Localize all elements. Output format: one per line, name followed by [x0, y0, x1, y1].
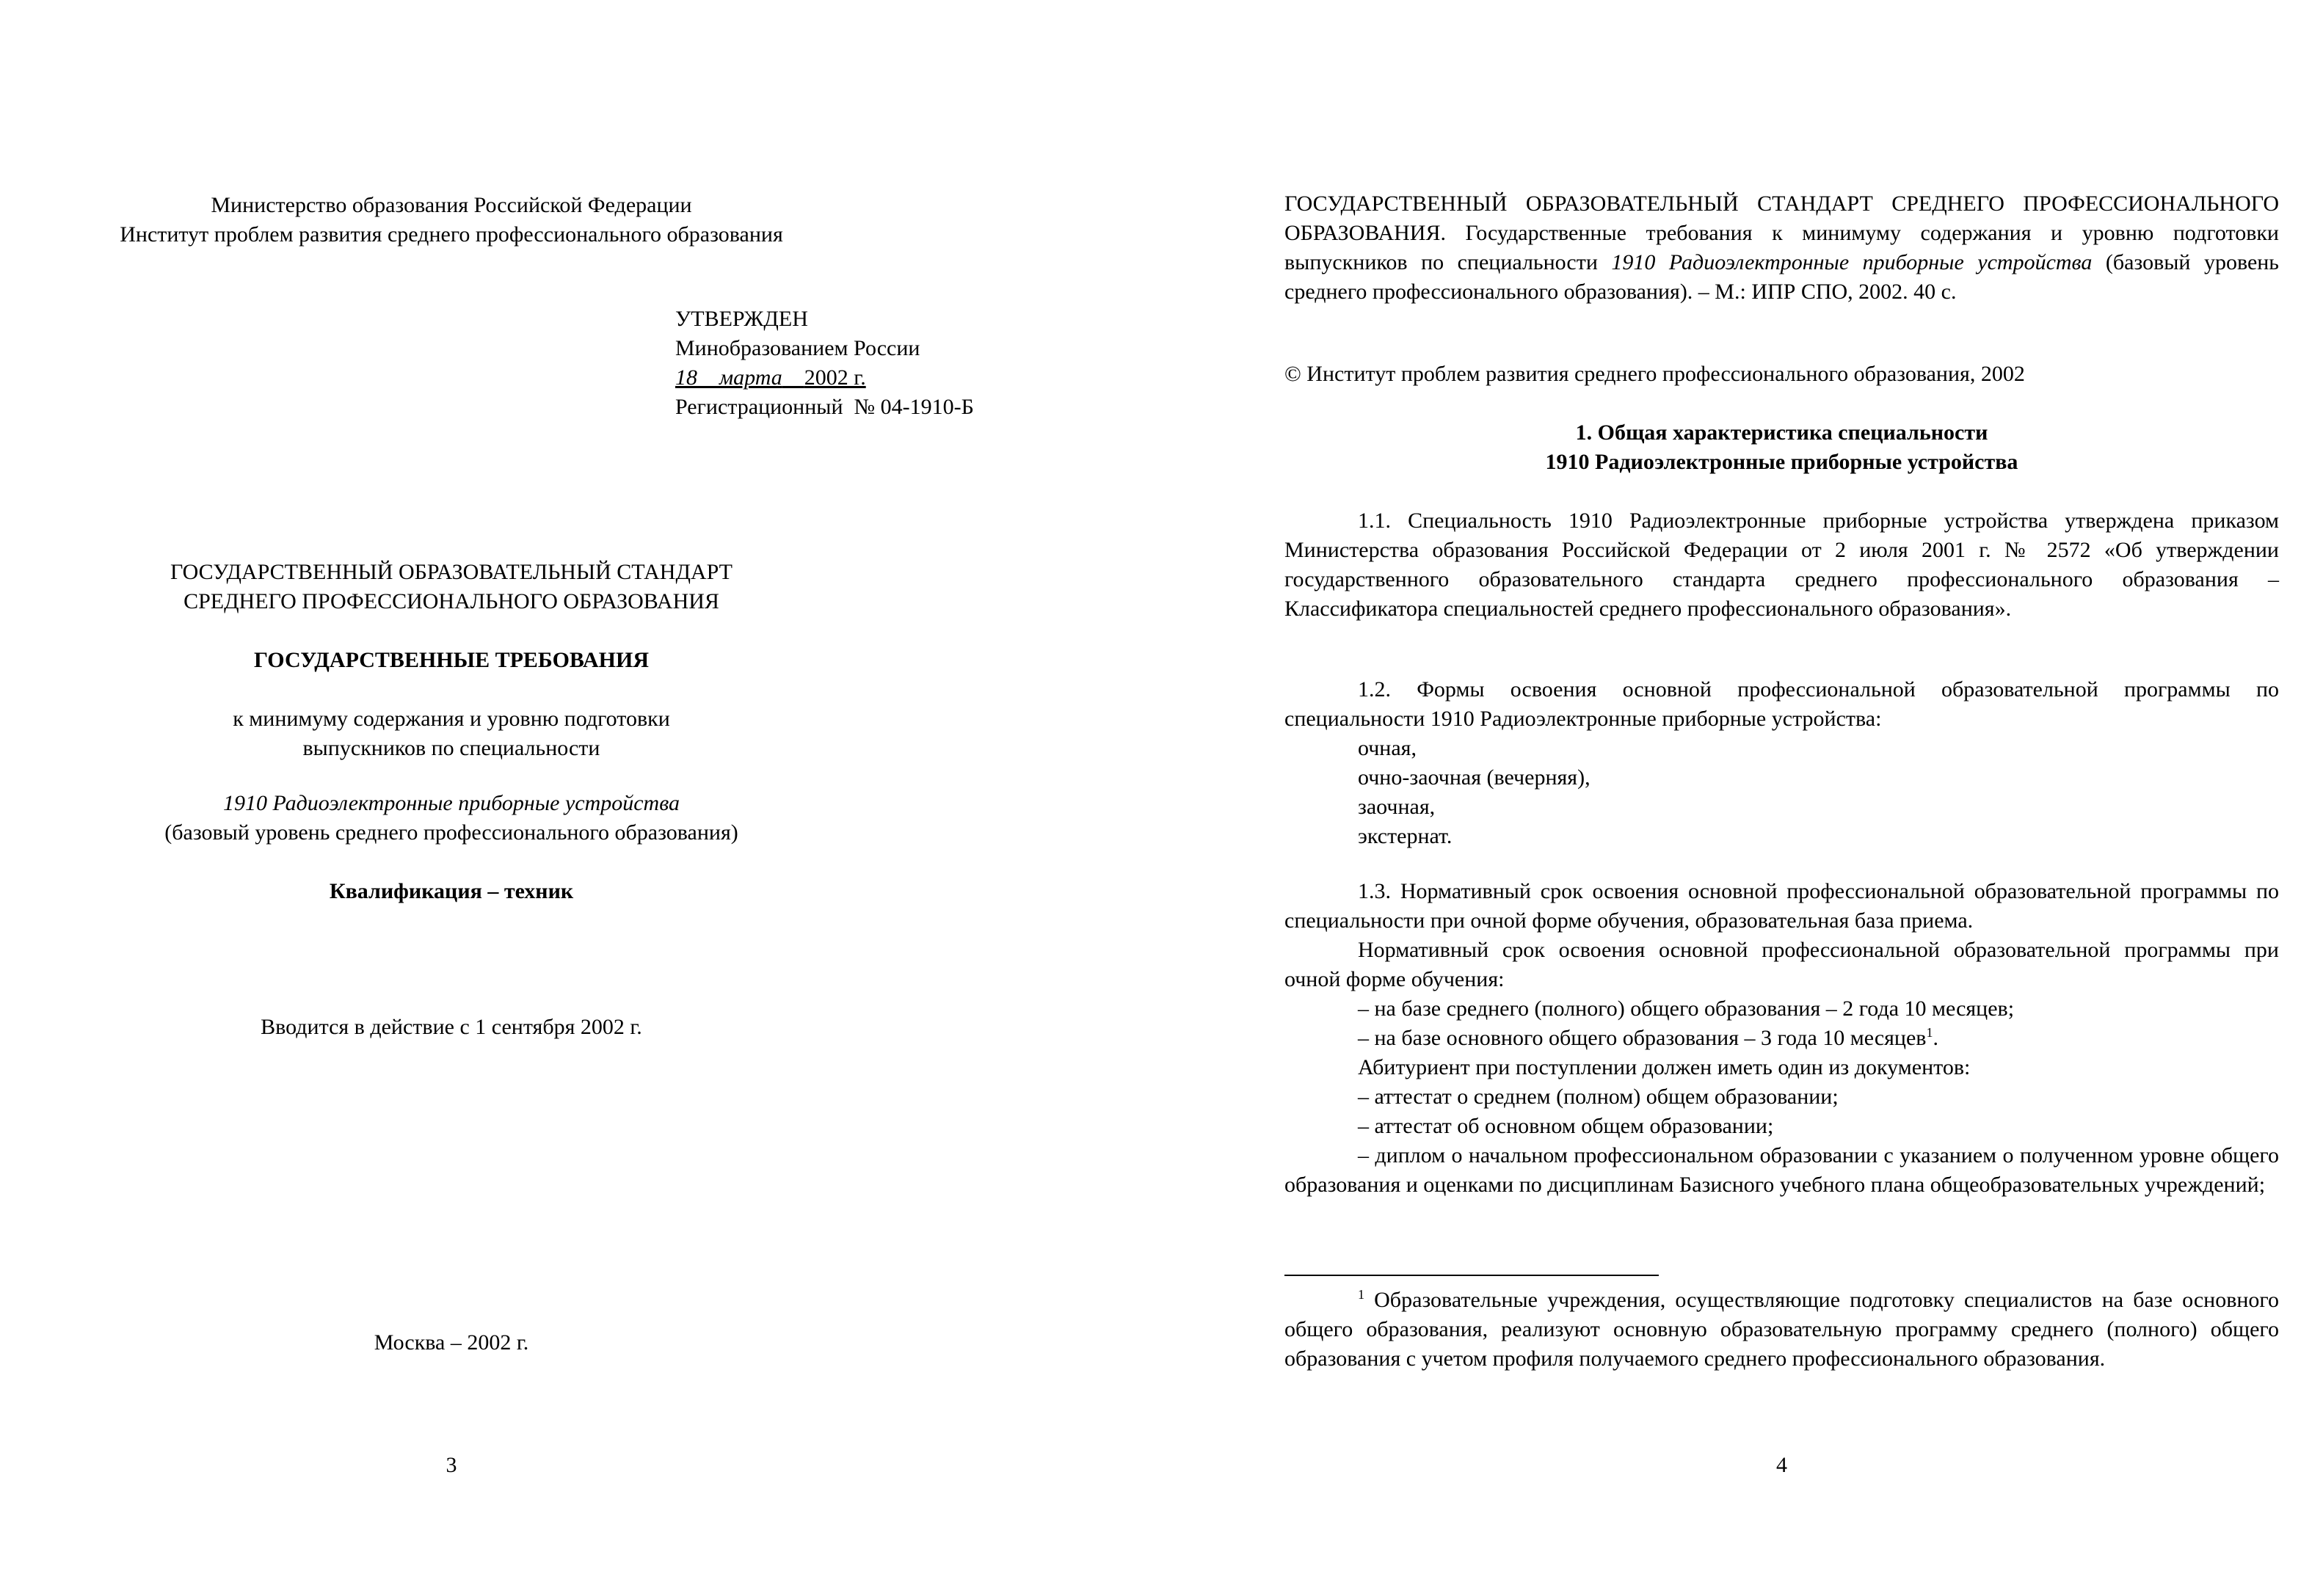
section-title-1: 1. Общая характеристика специальности — [1575, 420, 1988, 445]
minimum-line2: выпускников по специальности — [302, 736, 600, 760]
form-item: экстернат. — [1358, 824, 1453, 848]
effective-date: Вводится в действие с 1 сентября 2002 г. — [261, 1015, 642, 1039]
section-title-2: 1910 Радиоэлектронные приборные устройства — [1545, 450, 2018, 474]
approval-month: марта — [719, 365, 782, 390]
form-item: очная, — [1358, 736, 1417, 760]
document-item: – аттестат о среднем (полном) общем образовании; — [1358, 1085, 1839, 1109]
minimum-line1: к минимуму содержания и уровню подготовки — [233, 707, 670, 731]
page-number-left: 3 — [446, 1453, 457, 1477]
forms-list — [1284, 734, 2279, 851]
standard-line2: СРЕДНЕГО ПРОФЕССИОНАЛЬНОГО ОБРАЗОВАНИЯ — [183, 589, 719, 613]
form-item: очно-заочная (вечерняя), — [1358, 765, 1591, 790]
footnote-mark: 1 — [1358, 1287, 1364, 1302]
term-secondary: – на базе среднего (полного) общего образования – 2 года 10 месяцев; — [1358, 996, 2015, 1021]
approved-by: Минобразованием России — [675, 336, 920, 360]
citation-text-2: (базовый уровень среднего профессионального образования). – М.: ИПР СПО, 2002. 40 с. — [1284, 250, 2279, 304]
citation-specialty: 1910 Радиоэлектронные приборные устройства — [1611, 250, 2093, 274]
registration-number: № 04-1910-Б — [854, 395, 974, 419]
footnote — [1284, 1286, 2279, 1374]
approval-year: 2002 г. — [804, 365, 866, 390]
ministry-line: Министерство образования Российской Федерации — [211, 193, 692, 217]
paragraph-1-2: 1.2. Формы освоения основной профессиональной образовательной программы по специальности 1910 Радиоэлектронные приборные устройства: — [1284, 677, 2279, 731]
requirements-heading: ГОСУДАРСТВЕННЫЕ ТРЕБОВАНИЯ — [253, 648, 650, 672]
document-item: – аттестат об основном общем образовании; — [1358, 1114, 1774, 1138]
specialty-title: 1910 Радиоэлектронные приборные устройства — [222, 791, 680, 815]
registration-label: Регистрационный — [675, 395, 843, 419]
document-item: – диплом о начальном профессиональном образовании с указанием о полученном уровне общего образования и оценками по дисциплинам Базисного учебного плана общеобразовательных учреждений; — [1284, 1143, 2279, 1197]
paragraph-1-1: 1.1. Специальность 1910 Радиоэлектронные приборные устройства утверждена приказом Министерства образования Российской Федерации от 2 июля 2001 г. № 2572 «Об утверждении государственного образовательного стандарта среднего профессионального образования – Классификатора специальностей среднего профессионального образования». — [1284, 509, 2279, 621]
approved-title: УТВЕРЖДЕН — [675, 307, 808, 331]
right-page — [1156, 0, 2312, 1596]
approval-day: 18 — [675, 365, 697, 390]
education-level: (базовый уровень среднего профессионального образования) — [164, 820, 738, 845]
footnote-ref: 1 — [1926, 1025, 1933, 1040]
applicant-requirement: Абитуриент при поступлении должен иметь один из документов: — [1358, 1055, 1971, 1079]
approval-date — [675, 363, 866, 393]
citation-text-1: ГОСУДАРСТВЕННЫЙ ОБРАЗОВАТЕЛЬНЫЙ СТАНДАРТ СРЕДНЕГО ПРОФЕССИОНАЛЬНОГО ОБРАЗОВАНИЯ. Государственные требования к минимуму содержания и уровню подготовки выпускников по специальности — [1284, 192, 2279, 274]
bibliographic-citation — [1284, 189, 2279, 307]
footnote-text: Образовательные учреждения, осуществляющие подготовку специалистов на базе основного общего образования, реализуют основную образовательную программу среднего (полного) общего образования с учетом профиля получаемого среднего профессионального образования. — [1284, 1288, 2279, 1371]
footnote-separator — [1284, 1275, 1659, 1276]
city-year: Москва – 2002 г. — [374, 1330, 529, 1355]
form-item: заочная, — [1358, 795, 1436, 819]
standard-line1: ГОСУДАРСТВЕННЫЙ ОБРАЗОВАТЕЛЬНЫЙ СТАНДАРТ — [170, 560, 733, 584]
normative-term-paragraph: Нормативный срок освоения основной профессиональной образовательной программы при очной форме обучения: — [1284, 938, 2279, 991]
term-basic: – на базе основного общего образования – 3 года 10 месяцев$^1$. — [1358, 1025, 1938, 1050]
qualification: Квалификация – техник — [329, 879, 574, 903]
copyright-line: © Институт проблем развития среднего профессионального образования, 2002 — [1284, 362, 2025, 386]
page-number-right: 4 — [1776, 1453, 1787, 1477]
paragraph-1-3: 1.3. Нормативный срок освоения основной профессиональной образовательной программы по специальности при очной форме обучения, образовательная база приема. Нормативный срок освоения основной профессиональной образовательной программы при очной форме обучения: – на базе среднего (полного) общего образования – 2 года 10 месяцев; – на базе основного общего образования – 3 года 10 месяцев$^1$. Абитуриент при поступлении должен иметь один из документов: – аттестат о среднем (полном) общем образовании; – аттестат об основном общем образовании; – диплом о начальном профессиональном образовании с указанием о полученном уровне общего образования и оценками по дисциплинам Базисного учебного плана общеобразовательных учреждений; — [1284, 877, 2279, 1200]
registration-line — [675, 393, 974, 422]
institute-line: Институт проблем развития среднего профессионального образования — [120, 222, 783, 247]
